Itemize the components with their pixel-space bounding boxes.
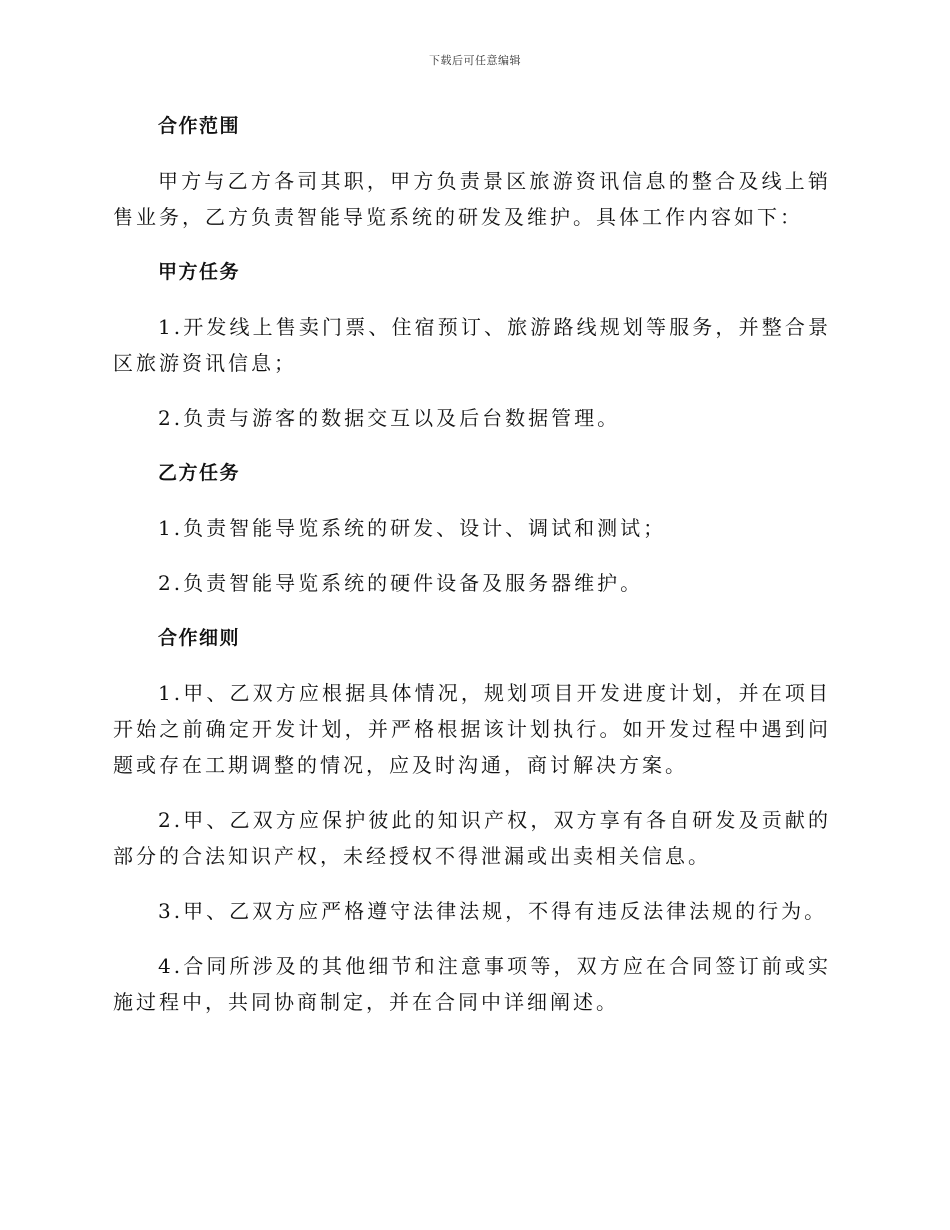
detail-item-3: 3.甲、乙双方应严格遵守法律法规，不得有违反法律法规的行为。 [158,899,828,923]
heading-party-a-tasks: 甲方任务 [158,261,241,283]
party-b-task-2: 2.负责智能导览系统的硬件设备及服务器维护。 [158,571,644,595]
heading-cooperation-details: 合作细则 [158,627,241,649]
detail-item-2: 2.甲、乙双方应保护彼此的知识产权，双方享有各自研发及贡献的部分的合法知识产权，未经授权不得泄漏或出卖相关信息。 [113,808,831,868]
header-note: 下载后可任意编辑 [429,54,521,67]
detail-item-4: 4.合同所涉及的其他细节和注意事项等，双方应在合同签订前或实施过程中，共同协商制定，并在合同中详细阐述。 [113,954,831,1014]
party-a-task-1: 1.开发线上售卖门票、住宿预订、旅游路线规划等服务，并整合景区旅游资讯信息； [113,315,831,375]
detail-item-1: 1.甲、乙双方应根据具体情况，规划项目开发进度计划，并在项目开始之前确定开发计划，并严格根据该计划执行。如开发过程中遇到问题或存在工期调整的情况，应及时沟通，商讨解决方案。 [113,681,831,777]
paragraph-scope: 甲方与乙方各司其职，甲方负责景区旅游资讯信息的整合及线上销售业务，乙方负责智能导览系统的研发及维护。具体工作内容如下： [113,169,831,229]
party-b-task-1: 1.负责智能导览系统的研发、设计、调试和测试； [158,516,667,540]
document-body [113,108,831,1020]
party-a-task-2: 2.负责与游客的数据交互以及后台数据管理。 [158,406,621,430]
heading-scope: 合作范围 [158,115,241,137]
heading-party-b-tasks: 乙方任务 [158,462,241,484]
